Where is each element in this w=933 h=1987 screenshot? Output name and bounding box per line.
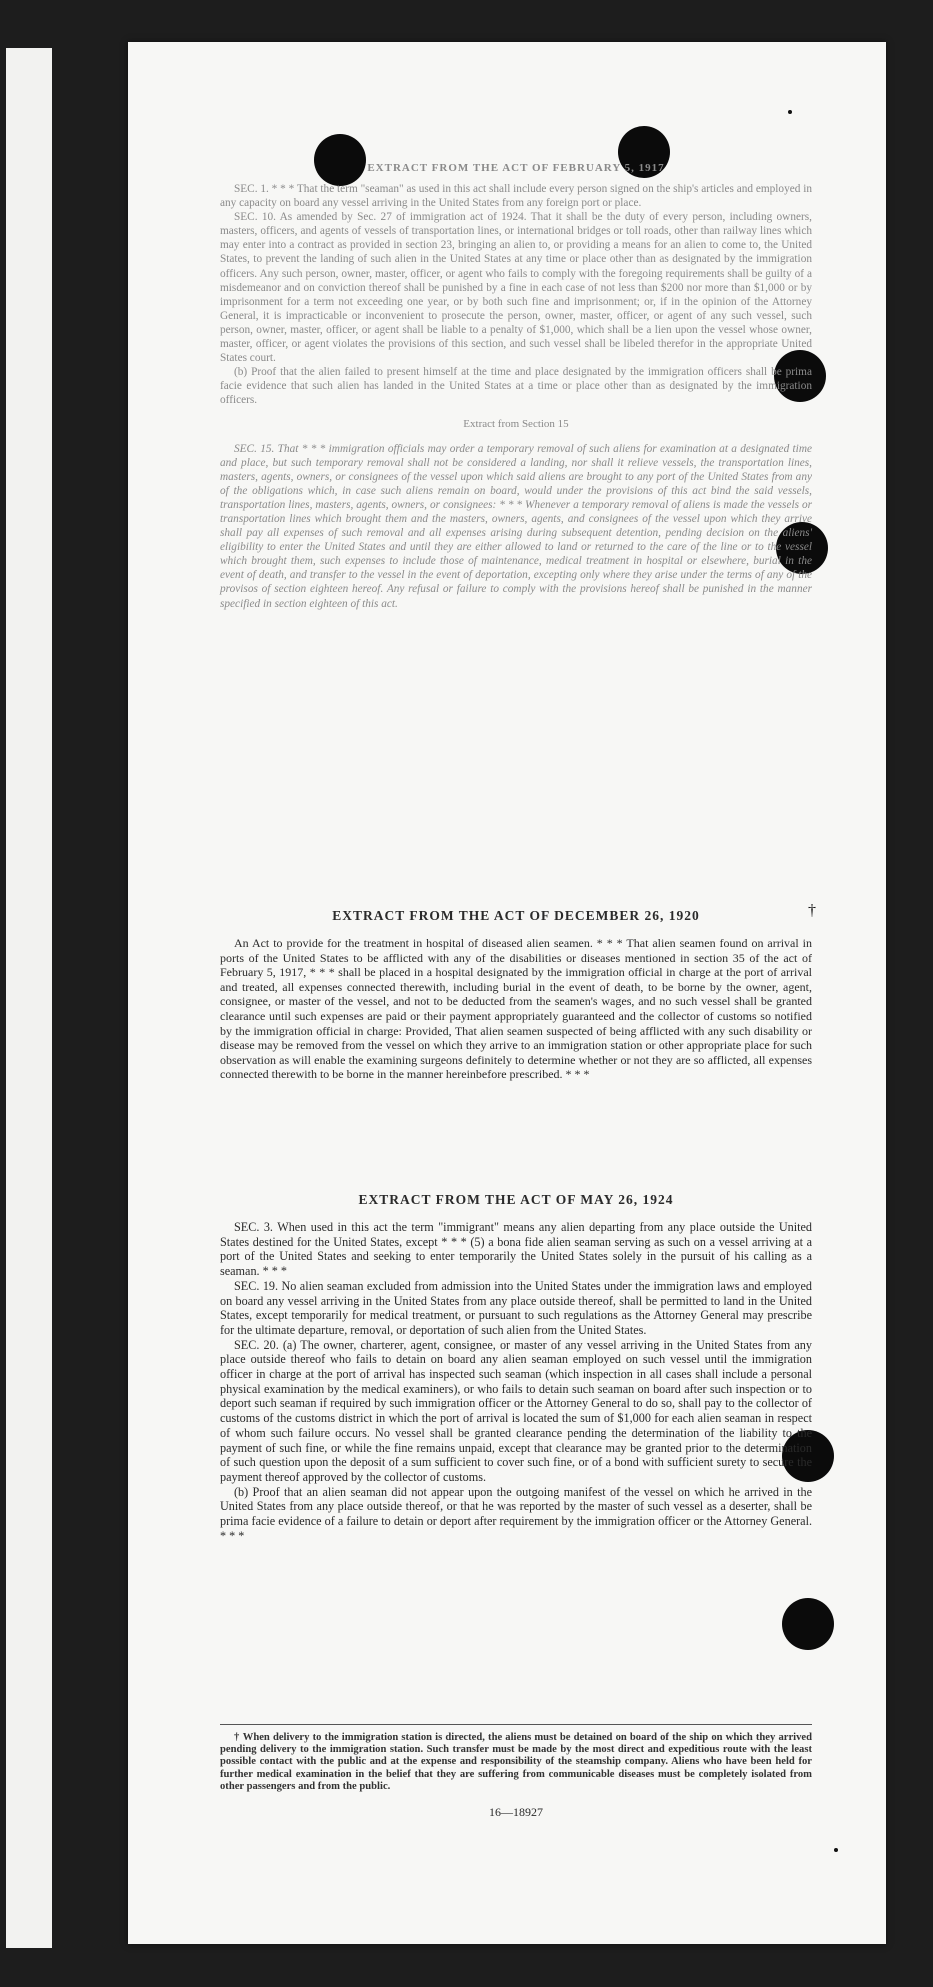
italic-paragraph: SEC. 15. That * * * immigration officials may order a temporary removal of such aliens for examination at a designated time and place, but such temporary removal shall not be considered a landing, nor shall it relieve vessels, the transportation lines, masters, agents, owners, or consignees of the vessel upon which said aliens are brought to any port of the United States from any of the obligations which, in case such aliens remain on board, would under the provisions of this act bind the said vessels, transportation lines, masters, agents, owners, or consignees: * * * Whenever a temporary removal of aliens is made the vessels or transportation lines which brought them and the masters, owners, agents, and consignees of the vessel upon which they arrive shall pay all expenses of such removal and all expenses arising during subsequent detention, pending decision on the aliens' eligibility to enter the United States and until they are either allowed to land or returned to the care of the line or to the vessel which brought them, such expenses to include those of maintenance, medical treatment in hospital or elsewhere, burial in the event of death, and transfer to the vessel in the event of deportation, excepting only where they arise under the terms of any of the provisos of section eighteen hereof. Any refusal or failure to comply with the provisions hereof shall be punished in the manner specified in section eighteen of this act. [220, 442, 812, 610]
section-act-1917 [220, 162, 812, 611]
paragraph: SEC. 3. When used in this act the term "immigrant" means any alien departing from any place outside the United States destined for the United States, except * * * (5) a bona fide alien seaman serving as such on a vessel arriving at a port of the United States and seeking to enter temporarily the United States solely in the pursuit of his calling as a seaman. * * * [220, 1220, 812, 1279]
paragraph: An Act to provide for the treatment in hospital of diseased alien seamen. * * * That alien seamen found on arrival in ports of the United States to be afflicted with any of the disabilities or diseases mentioned in section 35 of the act of February 5, 1917, * * * shall be placed in a hospital designated by the immigration official in charge at the port of arrival and treated, all expenses connected therewith, including burial in the event of death, to be borne by the owner, agent, consignee, or master of the vessel, and not to be deducted from the seamen's wages, and no such vessel shall be granted clearance until such expenses are paid or their payment appropriately guaranteed and the collector of customs so notified by the immigration official in charge: Provided, That alien seamen suspected of being afflicted with any such disability or disease may be removed from the vessel on which they arrive to an immigration station or other appropriate place for such observation as will enable the examining surgeons definitely to determine whether or not they are so afflicted, all expenses connected therewith to be borne in the manner hereinbefore prescribed. * * * [220, 936, 812, 1082]
footnote-block [220, 1732, 812, 1820]
paragraph: SEC. 10. As amended by Sec. 27 of immigration act of 1924. That it shall be the duty of every person, including owners, masters, officers, and agents of vessels of transportation lines, or international bridges or toll roads, other than railway lines which may enter into a contract as provided in section 23, bringing an alien to, or providing a means for an alien to come to, the United States, to prevent the landing of such alien in the United States at any time or place other than as designated by the immigration officers. Any such person, owner, master, officer, or agent who fails to comply with the foregoing requirements shall be guilty of a misdemeanor and on conviction thereof shall be punished by a fine in each case of not less than $200 nor more than $1,000 or by imprisonment for a term not exceeding one year, or by both such fine and imprisonment; or, if in the opinion of the Attorney General, it is impracticable or inconvenient to prosecute the person, owner, master, officer, or agent of any such vessel, such person, owner, master, officer, or agent shall be liable to a penalty of $1,000, which shall be a lien upon the vessel whose owner, master, officer, or agent violates the provisions of this section, and such vessel shall be libeled therefor in the appropriate United States court. [220, 211, 812, 365]
paragraph: SEC. 19. No alien seaman excluded from admission into the United States under the immigration laws and employed on board any vessel arriving in the United States from any place outside thereof, shall be permitted to land in the United States, except temporarily for medical treatment, or pursuant to such regulations as the Attorney General may prescribe for the ultimate departure, removal, or deportation of such alien from the United States. [220, 1278, 812, 1337]
section-heading: EXTRACT FROM THE ACT OF MAY 26, 1924 [358, 1192, 674, 1207]
section-heading: EXTRACT FROM THE ACT OF FEBRUARY 5, 1917 [367, 162, 665, 174]
punch-hole [782, 1598, 834, 1650]
speck [788, 110, 792, 114]
dagger-mark: † [808, 902, 816, 919]
page-number: 16—18927 [489, 1805, 543, 1820]
subheading: Extract from Section 15 [463, 417, 569, 430]
section-heading: EXTRACT FROM THE ACT OF DECEMBER 26, 1920 [332, 908, 700, 923]
adjacent-page-edge [6, 48, 52, 1948]
paragraph: (b) Proof that an alien seaman did not appear upon the outgoing manifest of the vessel on which he arrived in the United States from any place outside thereof, or that he was reported by the master of such vessel as a deserter, shall be prima facie evidence of a failure to detain or deport after requirement by the immigration officer or the Attorney General. * * * [220, 1484, 812, 1543]
document-page [128, 42, 886, 1944]
section-act-1924 [220, 1192, 812, 1543]
speck [834, 1848, 838, 1852]
section-act-1920 [220, 908, 812, 1082]
footnote-rule [220, 1724, 812, 1725]
paragraph: SEC. 1. * * * That the term "seaman" as used in this act shall include every person signed on the ship's articles and employed in any capacity on board any vessel arriving in the United States from any foreign port or place. [220, 183, 812, 210]
paragraph: SEC. 20. (a) The owner, charterer, agent, consignee, or master of any vessel arriving in the United States from any place outside thereof who fails to detain on board any alien seaman employed on such vessel until the immigration officer in charge at the port of arrival has inspected such seaman (which inspection in all cases shall include a personal physical examination by the medical examiners), or who fails to detain such seaman on board after such inspection or to deport such seaman if required by such immigration officer or the Attorney General to do so, shall pay to the collector of customs of the customs district in which the port of arrival is located the sum of $1,000 for each alien seaman in respect of whom such failure occurs. No vessel shall be granted clearance pending the determination of the liability to the payment of such fine, or while the fine remains unpaid, except that clearance may be granted prior to the determination of such question upon the deposit of a sum sufficient to cover such fine, or of a bond with sufficient surety to secure the payment thereof approved by the collector of customs. [220, 1337, 812, 1484]
paragraph: (b) Proof that the alien failed to present himself at the time and place designated by the immigration officers shall be prima facie evidence that such alien has landed in the United States at a time or place other than as designated by the immigration officers. [220, 366, 812, 407]
footnote: † When delivery to the immigration station is directed, the aliens must be detained on board of the ship on which they arrived pending delivery to the immigration station. Such transfer must be made by the most direct and expeditious route with the least possible contact with the public and at the expense and responsibility of the steamship company. Aliens who have been held for further medical examination in the belief that they are suffering from communicable diseases must be completely isolated from other passengers and from the public. [220, 1732, 812, 1792]
